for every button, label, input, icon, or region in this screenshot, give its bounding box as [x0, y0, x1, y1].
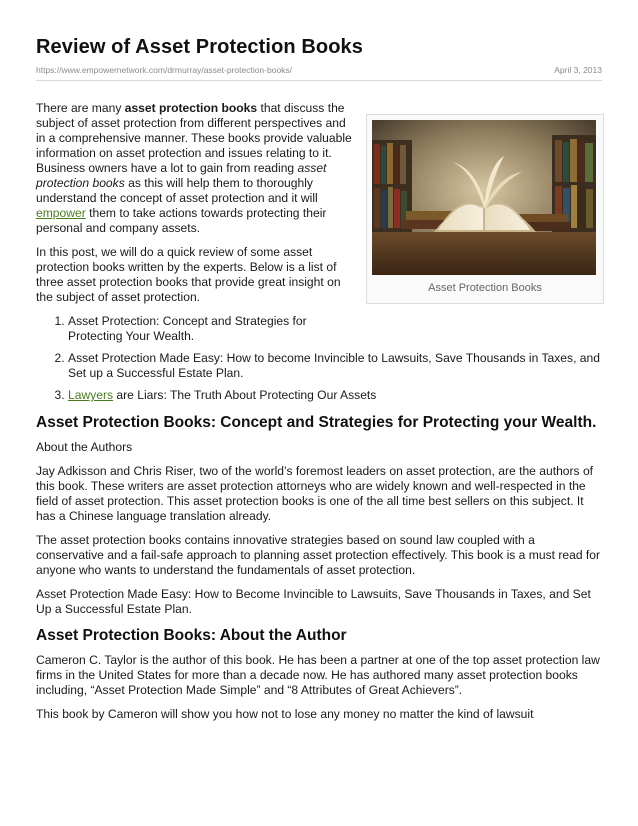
lawyers-link[interactable]: Lawyers	[68, 388, 114, 402]
section-heading-2: Asset Protection Books: About the Author	[36, 627, 347, 644]
list-item	[68, 314, 602, 344]
books-list	[36, 314, 602, 403]
intro-text: as this will help them to thoroughly understand the concept of asset protection and it will	[36, 176, 318, 205]
section1-paragraph-3: Asset Protection Made Easy: How to Become Invincible to Lawsuits, Save Thousands in Taxes, and Set Up a Successful Estate Plan.	[36, 587, 591, 616]
source-url: https://www.empowernetwork.com/drmurray/asset-protection-books/	[36, 65, 293, 75]
section2-paragraph-2: This book by Cameron will show you how not to lose any money no matter the kind of lawsuit	[36, 707, 534, 721]
intro-column	[36, 101, 356, 305]
article-body	[36, 101, 602, 731]
intro-text: There are many	[36, 101, 125, 115]
list-item-text: are Liars: The Truth About Protecting Our Assets	[113, 388, 377, 402]
intro-paragraph-2: In this post, we will do a quick review of some asset protection books written by the experts. Below is a list of three asset protection books that provide great insight on the subject of asset protection.	[36, 245, 341, 304]
intro-text: them to take actions towards protecting their personal and company assets.	[36, 206, 327, 235]
intro-text: that discuss the subject of asset protection from different perspectives and in a comprehensive manner. These books provide valuable information on asset protection and issues relating to it. Business owners have a lot to gain from reading	[36, 101, 352, 175]
section1-paragraph-1: Jay Adkisson and Chris Riser, two of the world’s foremost leaders on asset protection, are the authors of this book. These writers are asset protection attorneys who are widely known and well-respected in the field of asset protection. This asset protection books is one of the all time best sellers on this subject. It has a Chinese language translation already.	[36, 464, 594, 523]
about-authors-label: About the Authors	[36, 440, 133, 454]
list-item-text: Asset Protection: Concept and Strategies for Protecting Your Wealth.	[68, 314, 307, 343]
intro-paragraph-1	[36, 101, 356, 236]
empower-link[interactable]: empower	[36, 206, 86, 220]
section2-paragraph-1: Cameron C. Taylor is the author of this book. He has been a partner at one of the top asset protection law firms in the United States for more than a decade now. He has authored many asset protection books including, “Asset Protection Made Simple” and “8 Attributes of Great Achievers”.	[36, 653, 600, 697]
list-item	[68, 351, 602, 381]
figure-caption: Asset Protection Books	[428, 282, 542, 294]
publish-date: April 3, 2013	[554, 65, 602, 75]
header-divider	[36, 80, 602, 81]
list-item	[68, 388, 602, 403]
page-title: Review of Asset Protection Books	[36, 36, 363, 58]
section1-paragraph-2: The asset protection books contains innovative strategies based on sound law coupled with a conservative and a fail-safe approach to planning asset protection effectively. This book is a must read for anyone who wants to understand the fundamentals of asset protection.	[36, 533, 601, 577]
intro-italic-keyword: asset protection books	[36, 161, 327, 190]
intro-bold-keyword: asset protection books	[124, 101, 258, 115]
list-item-text: Asset Protection Made Easy: How to become Invincible to Lawsuits, Save Thousands in Taxes, and Set up a Successful Estate Plan.	[68, 351, 600, 380]
section-heading-1: Asset Protection Books: Concept and Strategies for Protecting your Wealth.	[36, 414, 597, 431]
